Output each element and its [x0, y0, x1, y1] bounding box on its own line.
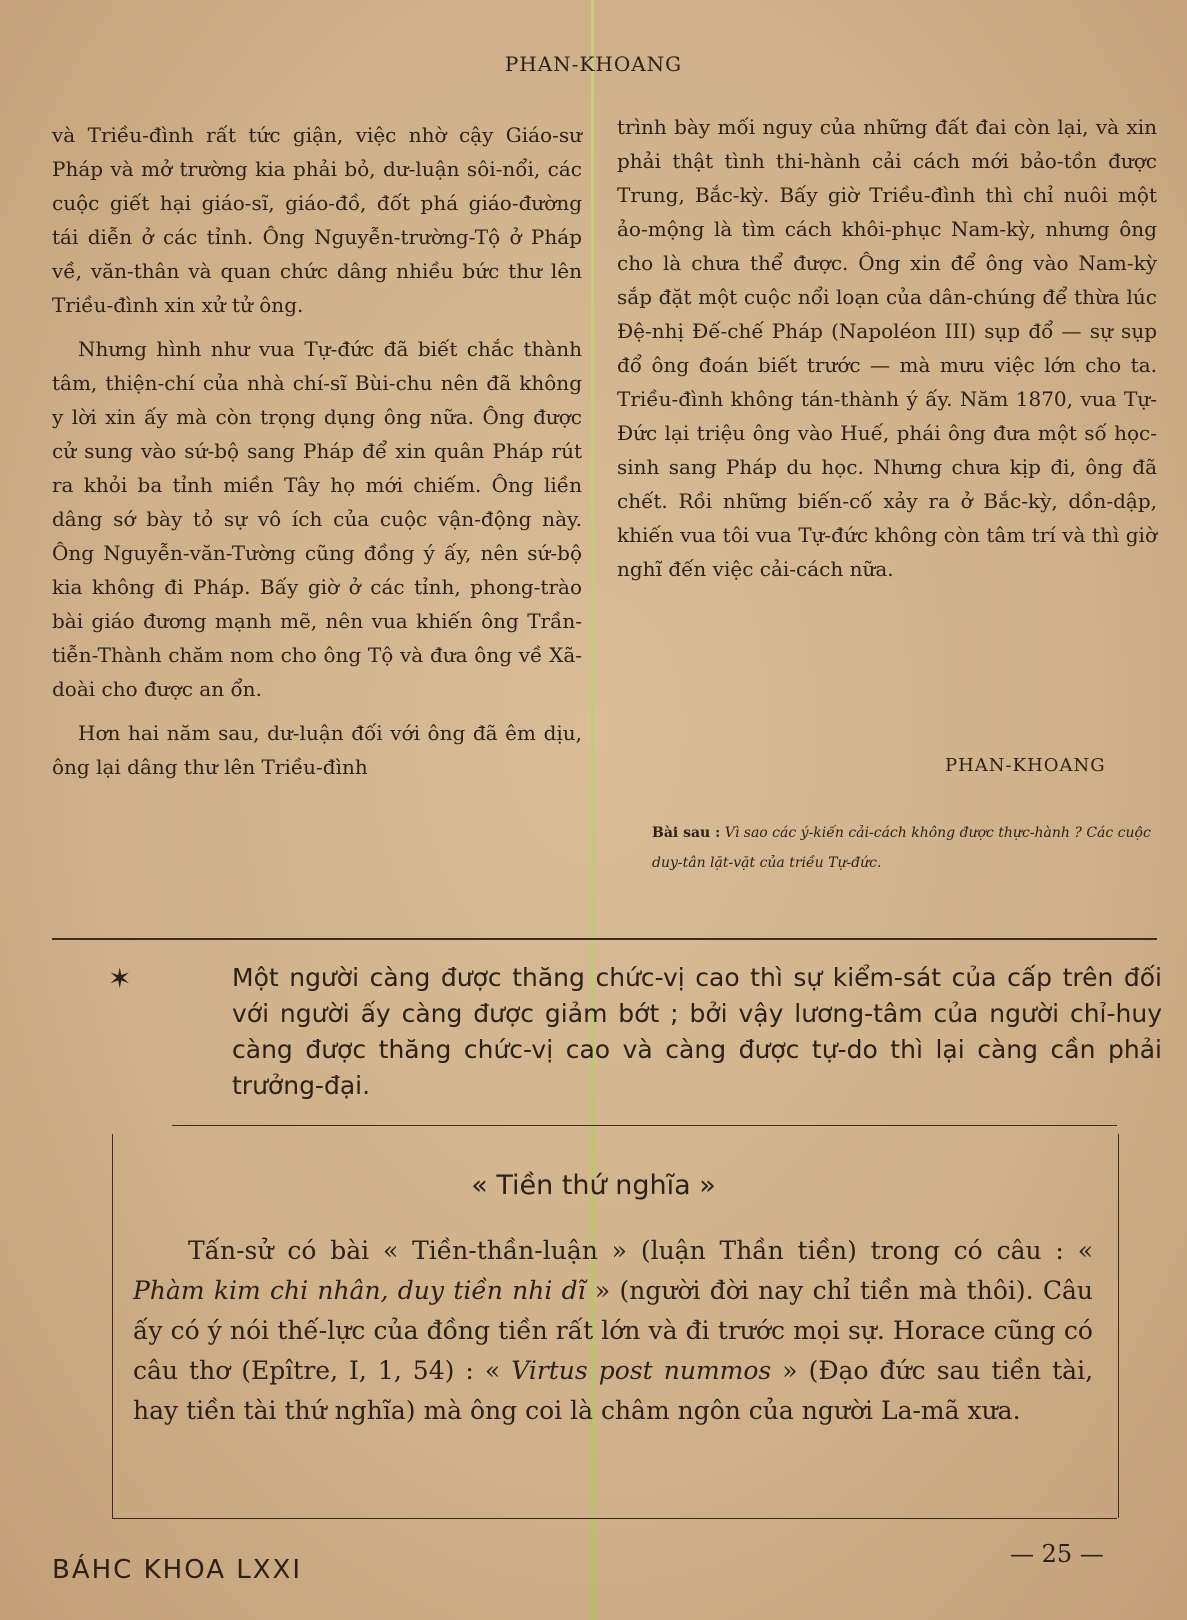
divider [172, 1125, 1117, 1126]
left-column [52, 118, 582, 784]
right-column [617, 110, 1157, 586]
box-quote-italic: Virtus post nummos [511, 1356, 772, 1385]
box-text-part: Tấn-sử có bài « Tiền-thần-luận » (luận Thần tiền) trong có câu : « [188, 1236, 1093, 1265]
star-icon: ✶ [108, 962, 132, 995]
divider [52, 938, 1157, 940]
paragraph: Nhưng hình như vua Tự-đức đã biết chắc thành tâm, thiện-chí của nhà chí-sĩ Bùi-chu nên đã không y lời xin ấy mà còn trọng dụng ông nữa. Ông được cử sung vào sứ-bộ sang Pháp để xin quân Pháp rút ra khỏi ba tỉnh miền Tây họ mới chiếm. Ông liền dâng sớ bày tỏ sự vô ích của cuộc vận-động này. Ông Nguyễn-văn-Tường cũng đồng ý ấy, nên sứ-bộ kia không đi Pháp. Bấy giờ ở các tỉnh, phong-trào bài giáo đương mạnh mẽ, nên vua khiến ông Trần-tiễn-Thành chăm nom cho ông Tộ và đưa ông về Xã-doài cho được an ổn. [52, 337, 582, 701]
footer-publication: BÁHC KHOA LXXI [52, 1555, 303, 1585]
author-signature: PHAN-KHOANG [945, 755, 1106, 776]
paragraph: trình bày mối nguy của những đất đai còn lại, và xin phải thật tình thi-hành cải cách mới bảo-tồn được Trung, Bắc-kỳ. Bấy giờ Triều-đình thì chỉ nuôi một ảo-mộng là tìm cách khôi-phục Nam-kỳ, nhưng ông cho là chưa thể được. Ông xin để ông vào Nam-kỳ sắp đặt một cuộc nổi loạn của dân-chúng để thừa lúc Đệ-nhị Đế-chế Pháp (Napoléon III) sụp đổ — sự sụp đổ ông đoán biết trước — mà mưu việc lớn cho ta. Triều-đình không tán-thành ý ấy. Năm 1870, vua Tự-Đức lại triệu ông vào Huế, phái ông đưa một số học-sinh sang Pháp du học. Nhưng chưa kịp đi, ông đã chết. Rồi những biến-cố xảy ra ở Bắc-kỳ, dồn-dập, khiến vua tôi vua Tự-đức không còn tâm trí và thì giờ nghĩ đến việc cải-cách nữa. [617, 115, 1157, 581]
quote-text: Một người càng được thăng chức-vị cao thì sự kiểm-sát của cấp trên đối với người ấy càng được giảm bớt ; bởi vậy lương-tâm của người chỉ-huy càng được thăng chức-vị cao và càng được tự-do thì lại càng cần phải trưởng-đại. [232, 963, 1162, 1100]
next-article-text: Vì sao các ý-kiến cải-cách không được thực-hành ? Các cuộc duy-tân lặt-vặt của triều Tự-đức. [652, 825, 1151, 871]
box-title: « Tiền thứ nghĩa » [471, 1170, 716, 1201]
page-number: — 25 — [1010, 1540, 1104, 1568]
divider [112, 1518, 1117, 1519]
next-article-note [652, 818, 1157, 878]
page-header: PHAN-KHOANG [504, 52, 683, 76]
paragraph: và Triều-đình rất tức giận, việc nhờ cậy Giáo-sư Pháp và mở trường kia phải bỏ, dư-luận sôi-nổi, các cuộc giết hại giáo-sĩ, giáo-đồ, đốt phá giáo-đường tái diễn ở các tỉnh. Ông Nguyễn-trường-Tộ ở Pháp về, văn-thân và quan chức dâng nhiều bức thư lên Triều-đình xin xử tử ông. [52, 123, 582, 317]
box-paragraph [133, 1231, 1093, 1431]
paragraph: Hơn hai năm sau, dư-luận đối với ông đã êm dịu, ông lại dâng thư lên Triều-đình [52, 721, 582, 779]
box-text-part: » (người đời nay chỉ tiền mà thôi). Câu ấy có ý nói thế-lực của đồng tiền rất lớn và đi trước mọi sự. Horace cũng có câu thơ (Epître, I, 1, 54) : « [133, 1276, 1093, 1385]
next-article-label: Bài sau : [652, 825, 721, 841]
box-text-part: » (Đạo đức sau tiền tài, hay tiền tài thứ nghĩa) mà ông coi là châm ngôn của người La-mã xưa. [133, 1356, 1094, 1425]
box-quote-italic: Phàm kim chi nhân, duy tiền nhi dĩ [133, 1276, 586, 1305]
